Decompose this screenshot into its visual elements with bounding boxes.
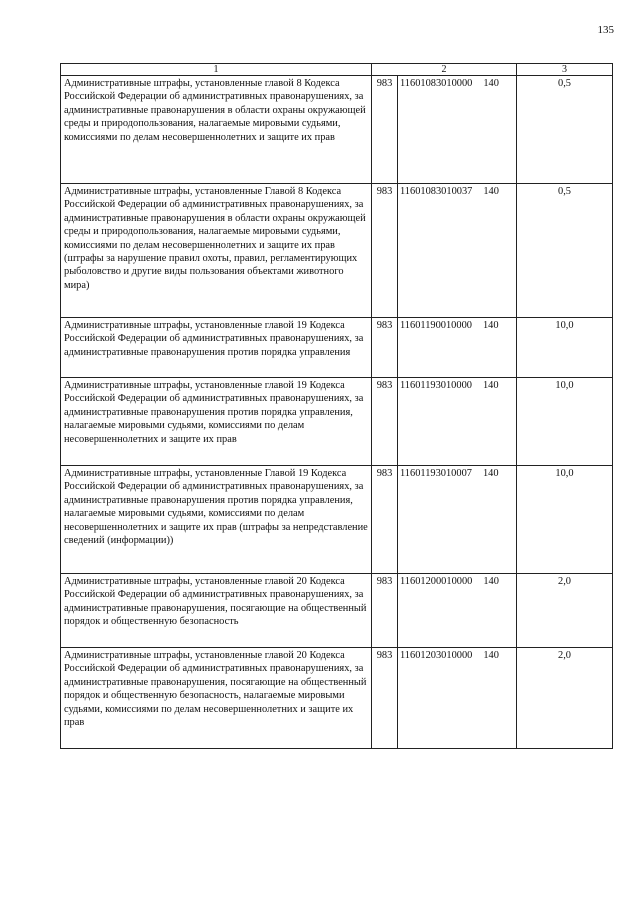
row-code-number: 11601200010000 [400, 576, 473, 587]
row-code-kind: 140 [482, 380, 499, 391]
header-col-2: 2 [372, 64, 517, 76]
row-budget-code [398, 378, 517, 466]
row-code-number: 11601193010000 [400, 380, 472, 391]
row-code-number: 11601083010000 [400, 78, 473, 89]
row-budget-code [398, 318, 517, 378]
header-col-1: 1 [61, 64, 372, 76]
row-code-kind: 140 [483, 650, 499, 661]
row-name: Административные штрафы, установленные главой 19 Кодекса Российской Федерации об административных правонарушениях, за административные правонарушения против порядка управления [61, 318, 372, 378]
table-row [61, 318, 613, 378]
page-number: 135 [597, 24, 614, 36]
table-row [61, 76, 613, 184]
row-code-kind: 140 [483, 576, 499, 587]
row-name: Административные штрафы, установленные главой 19 Кодекса Российской Федерации об административных правонарушениях, за административные правонарушения против порядка управления, налагаемые мировыми судьями, комиссиями по делам несовершеннолетних и защите их прав [61, 378, 372, 466]
row-admin-code: 983 [372, 648, 398, 749]
row-name: Административные штрафы, установленные Главой 19 Кодекса Российской Федерации об административных правонарушениях, за административные правонарушения против порядка управления, налагаемые мировыми судьями, комиссиями по делам несовершеннолетних и защите их прав (штрафы за непредставление сведений (информации)) [61, 466, 372, 574]
row-budget-code [398, 648, 517, 749]
row-amount: 10,0 [517, 466, 613, 574]
row-amount: 2,0 [517, 574, 613, 648]
row-budget-code [398, 466, 517, 574]
table-header-row [61, 64, 613, 76]
row-code-kind: 140 [482, 468, 499, 479]
table-row [61, 648, 613, 749]
revenue-table [60, 63, 613, 749]
row-amount: 0,5 [517, 76, 613, 184]
row-budget-code [398, 574, 517, 648]
table-row [61, 378, 613, 466]
row-budget-code [398, 184, 517, 318]
row-admin-code: 983 [372, 184, 398, 318]
row-amount: 0,5 [517, 184, 613, 318]
row-code-kind: 140 [483, 78, 499, 89]
row-code-kind: 140 [483, 186, 499, 197]
table-row [61, 574, 613, 648]
row-name: Административные штрафы, установленные главой 8 Кодекса Российской Федерации об административных правонарушениях, за административные правонарушения в области охраны окружающей среды и природопользования, налагаемые мировыми судьями, комиссиями по делам несовершеннолетних и защите их прав [61, 76, 372, 184]
table-row [61, 466, 613, 574]
row-code-number: 11601083010037 [400, 186, 473, 197]
row-admin-code: 983 [372, 466, 398, 574]
table-row [61, 184, 613, 318]
header-col-3: 3 [517, 64, 613, 76]
row-admin-code: 983 [372, 378, 398, 466]
row-name: Административные штрафы, установленные главой 20 Кодекса Российской Федерации об административных правонарушениях, за административные правонарушения, посягающие на общественный порядок и общественную безопасность, налагаемые мировыми судьями, комиссиями по делам несовершеннолетних и защите их прав [61, 648, 372, 749]
row-code-number: 11601190010000 [400, 320, 472, 331]
row-budget-code [398, 76, 517, 184]
row-amount: 10,0 [517, 318, 613, 378]
row-amount: 10,0 [517, 378, 613, 466]
row-admin-code: 983 [372, 76, 398, 184]
row-name: Административные штрафы, установленные Главой 8 Кодекса Российской Федерации об административных правонарушениях, за административные правонарушения в области охраны окружающей среды и природопользования, налагаемые мировыми судьями, комиссиями по делам несовершеннолетних и защите их прав (штрафы за нарушение правил охоты, правил, регламентирующих рыболовство и другие виды пользования объектами животного мира) [61, 184, 372, 318]
row-code-number: 11601193010007 [400, 468, 472, 479]
row-name: Административные штрафы, установленные главой 20 Кодекса Российской Федерации об административных правонарушениях, за административные правонарушения, посягающие на общественный порядок и общественную безопасность [61, 574, 372, 648]
row-code-kind: 140 [482, 320, 499, 331]
row-amount: 2,0 [517, 648, 613, 749]
row-admin-code: 983 [372, 574, 398, 648]
row-admin-code: 983 [372, 318, 398, 378]
row-code-number: 11601203010000 [400, 650, 473, 661]
